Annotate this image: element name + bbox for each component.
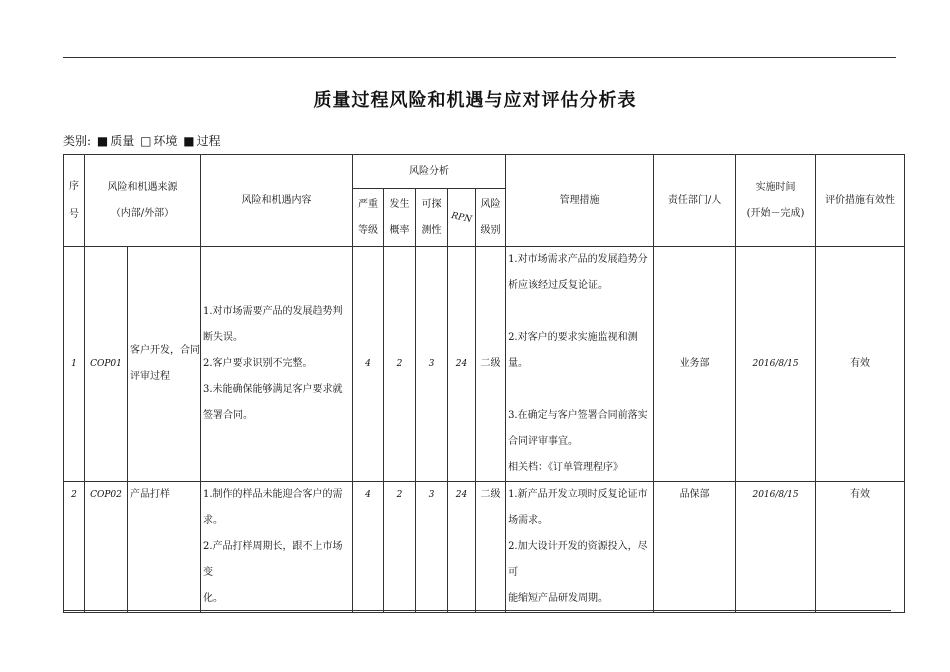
header-seq: 序号 (64, 155, 85, 247)
row-probability: 2 (384, 482, 416, 613)
row-measures: 1.新产品开发立项时反复论证市 场需求。 2.加大设计开发的资源投入，尽可 能缩短产品研发周期。 (506, 482, 654, 613)
table-row (64, 247, 905, 482)
row-seq: 1 (64, 247, 85, 482)
row-detect: 3 (416, 247, 448, 482)
category-option: 过程 (196, 134, 221, 148)
row-rpn: 24 (448, 482, 476, 613)
row-eval: 有效 (816, 482, 905, 613)
top-rule (63, 57, 896, 58)
category-option: 环境 (153, 134, 178, 148)
row-detect: 3 (416, 482, 448, 613)
row-content: 1.制作的样品未能迎合客户的需 求。 2.产品打样周期长，跟不上市场变 化。 (201, 482, 353, 613)
row-code: COP02 (85, 482, 128, 613)
row-eval: 有效 (816, 247, 905, 482)
row-dept: 业务部 (654, 247, 736, 482)
row-measures: 1.对市场需求产品的发展趋势分 析应该经过反复论证。 2.对客户的要求实施监视和测量。 3.在确定与客户签署合同前落实 合同评审事宜。 相关档：《订单管理程序》 (506, 247, 654, 482)
header-time: 实施时间 (开始－完成) (736, 155, 816, 247)
row-probability: 2 (384, 247, 416, 482)
checkbox-icon: □ (140, 134, 152, 148)
table-row (64, 482, 905, 613)
header-detect: 可探 测性 (416, 189, 448, 247)
category-label: 类别: (63, 134, 92, 148)
row-process: 产品打样 (128, 482, 201, 613)
row-rpn: 24 (448, 247, 476, 482)
checkbox-icon: ■ (96, 134, 109, 148)
row-level: 二级 (476, 247, 506, 482)
header-measures: 管理措施 (506, 155, 654, 247)
header-level: 风险 级别 (476, 189, 506, 247)
row-dept: 品保部 (654, 482, 736, 613)
category-option: 质量 (110, 134, 135, 148)
header-rpn: RPN (448, 189, 476, 247)
header-analysis: 风险分析 (353, 155, 506, 189)
row-level: 二级 (476, 482, 506, 613)
header-dept: 责任部门/人 (654, 155, 736, 247)
risk-table (63, 154, 905, 613)
row-code: COP01 (85, 247, 128, 482)
row-content: 1.对市场需要产品的发展趋势判 断失误。 2.客户要求识别不完整。 3.未能确保能够满足客户要求就 签署合同。 (201, 247, 353, 482)
category-line (63, 132, 223, 149)
row-date: 2016/8/15 (736, 247, 816, 482)
header-probability: 发生 概率 (384, 189, 416, 247)
row-severity: 4 (353, 482, 384, 613)
header-source: 风险和机遇来源 （内部/外部） (85, 155, 201, 247)
header-severity: 严重 等级 (353, 189, 384, 247)
header-content: 风险和机遇内容 (201, 155, 353, 247)
row-process: 客户开发，合同 评审过程 (128, 247, 201, 482)
row-date: 2016/8/15 (736, 482, 816, 613)
checkbox-icon: ■ (183, 134, 195, 148)
row-severity: 4 (353, 247, 384, 482)
page-title: 质量过程风险和机遇与应对评估分析表 (313, 90, 637, 111)
row-seq: 2 (64, 482, 85, 613)
bottom-rule (63, 610, 891, 611)
header-eval: 评价措施有效性 (816, 155, 905, 247)
